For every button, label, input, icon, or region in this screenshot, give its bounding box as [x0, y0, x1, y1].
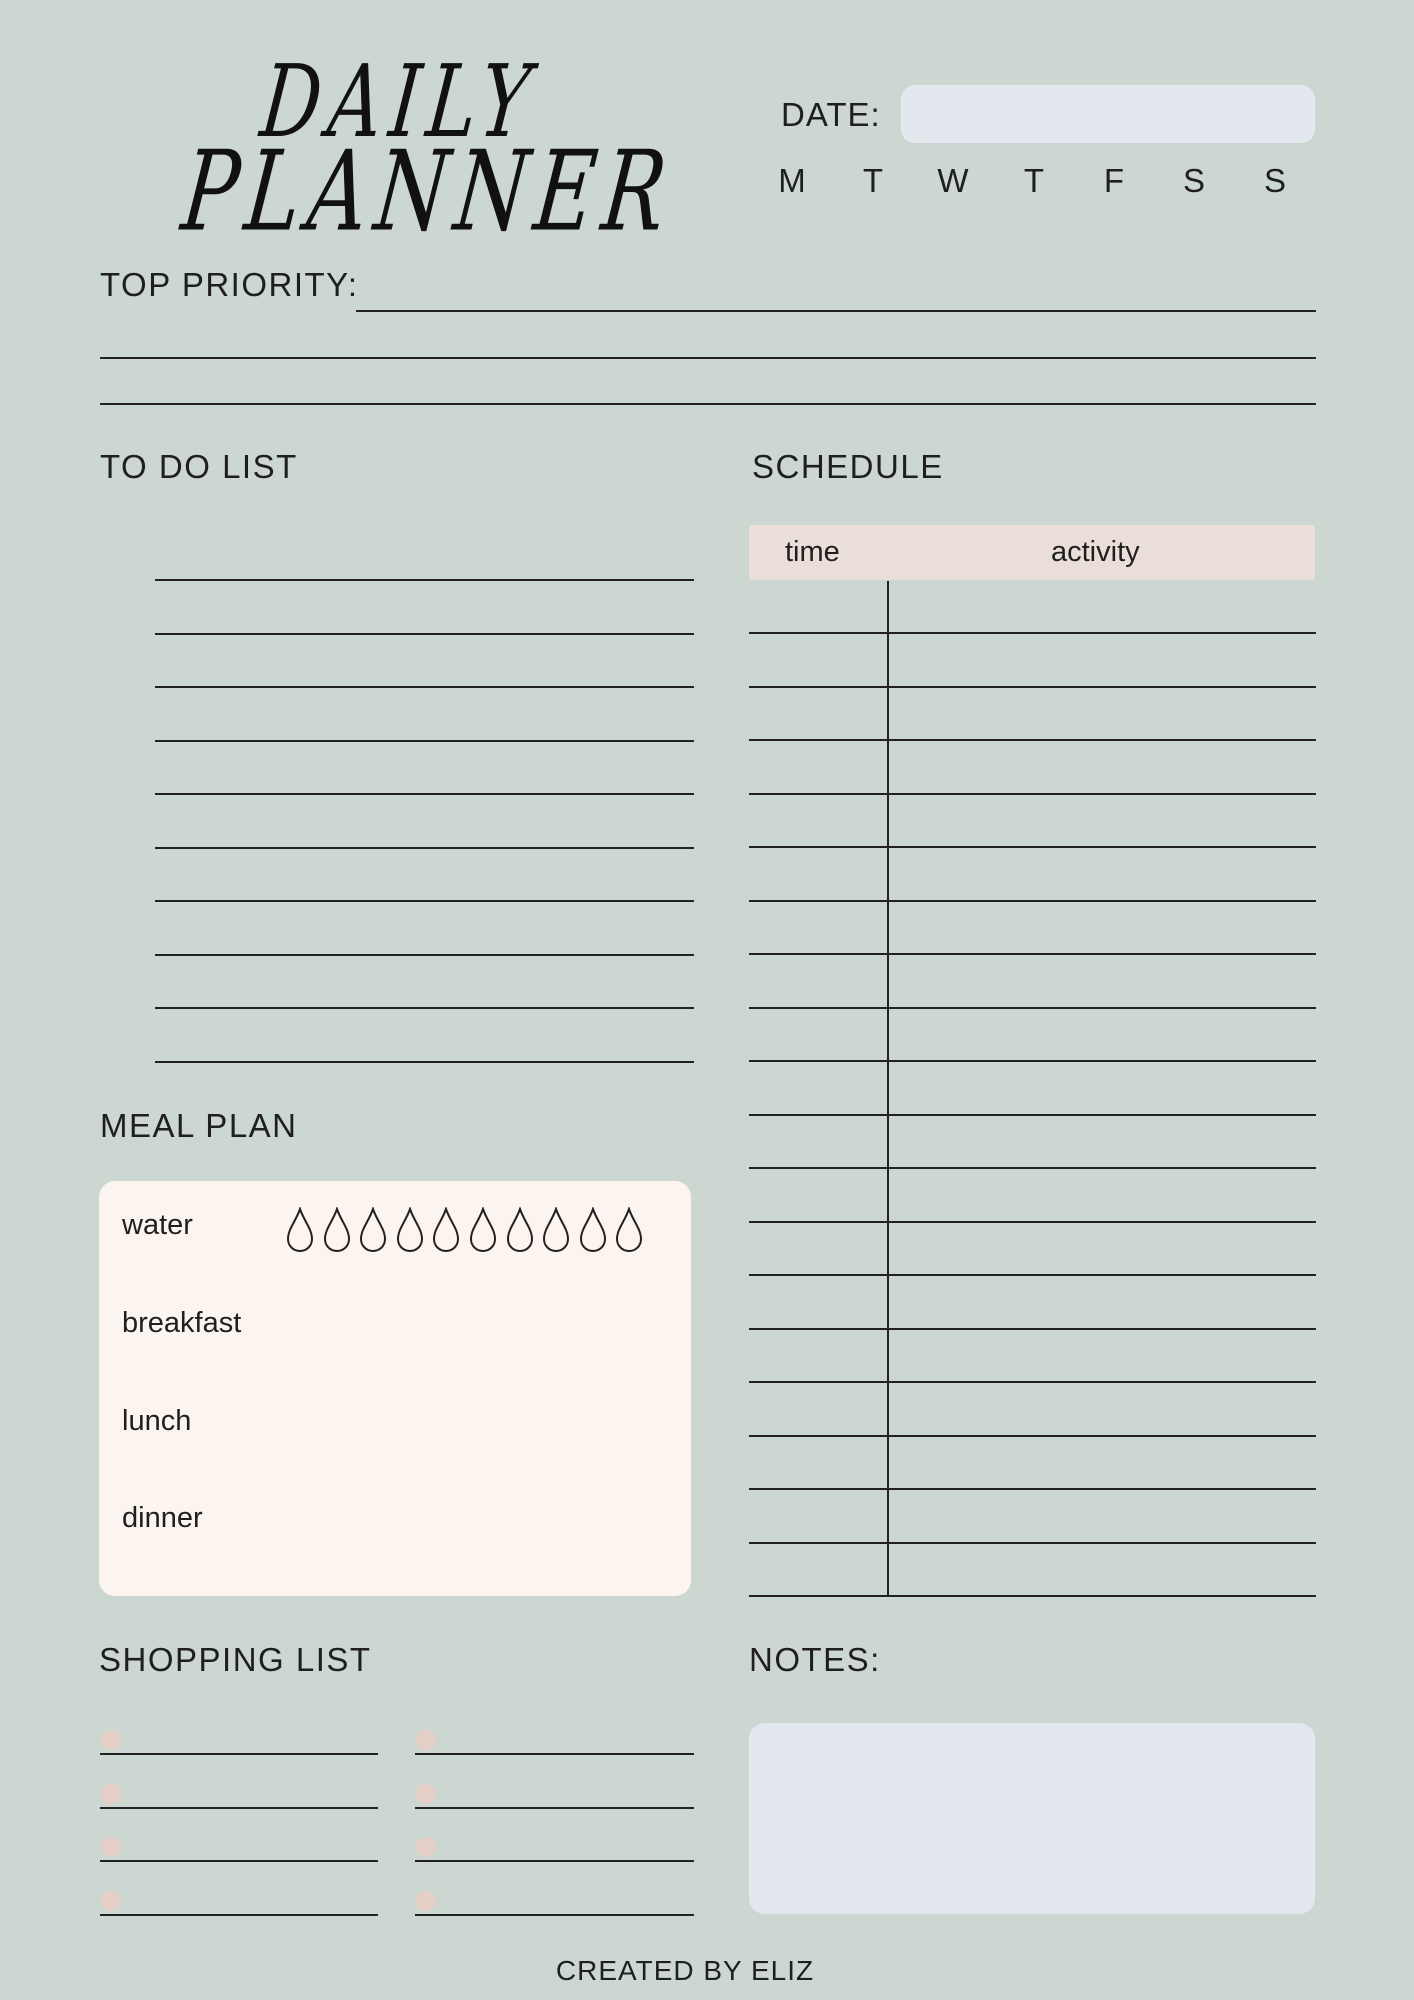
lunch-label[interactable]: lunch — [122, 1405, 192, 1437]
planner-title — [170, 40, 680, 257]
schedule-row-line[interactable] — [749, 900, 1316, 902]
todo-line[interactable] — [155, 1061, 694, 1063]
weekday-wednesday[interactable]: W — [937, 162, 969, 199]
todo-line[interactable] — [155, 686, 694, 688]
shopping-bullet — [416, 1730, 436, 1750]
shopping-line[interactable] — [100, 1753, 378, 1755]
schedule-row-line[interactable] — [749, 1488, 1316, 1490]
priority-line[interactable] — [100, 357, 1316, 359]
priority-line[interactable] — [356, 310, 1316, 312]
notes-heading: NOTES: — [749, 1641, 881, 1678]
water-drop-icon[interactable] — [505, 1207, 535, 1253]
schedule-row-line[interactable] — [749, 1435, 1316, 1437]
weekday-tuesday[interactable]: T — [862, 162, 884, 199]
todo-line[interactable] — [155, 954, 694, 956]
date-label: DATE: — [781, 96, 881, 133]
todo-line[interactable] — [155, 900, 694, 902]
schedule-row-line[interactable] — [749, 1274, 1316, 1276]
schedule-row-line[interactable] — [749, 1060, 1316, 1062]
schedule-time-column: time — [785, 536, 840, 568]
todo-line[interactable] — [155, 847, 694, 849]
water-drop-icon[interactable] — [322, 1207, 352, 1253]
schedule-row-line[interactable] — [749, 1221, 1316, 1223]
schedule-row-line[interactable] — [749, 1167, 1316, 1169]
schedule-row-line[interactable] — [749, 632, 1316, 634]
todo-line[interactable] — [155, 793, 694, 795]
schedule-row-line[interactable] — [749, 1595, 1316, 1597]
notes-box[interactable] — [749, 1723, 1315, 1914]
schedule-row-line[interactable] — [749, 793, 1316, 795]
todo-line[interactable] — [155, 740, 694, 742]
water-drop-icon[interactable] — [395, 1207, 425, 1253]
weekday-thursday[interactable]: T — [1023, 162, 1045, 199]
shopping-line[interactable] — [415, 1914, 694, 1916]
priority-line[interactable] — [100, 403, 1316, 405]
weekday-friday[interactable]: F — [1103, 162, 1125, 199]
schedule-row-line[interactable] — [749, 686, 1316, 688]
shopping-bullet — [101, 1891, 121, 1911]
shopping-bullet — [101, 1730, 121, 1750]
title-line-planner: PLANNER — [176, 128, 680, 257]
shopping-line[interactable] — [100, 1807, 378, 1809]
schedule-row-line[interactable] — [749, 739, 1316, 741]
todo-line[interactable] — [155, 1007, 694, 1009]
shopping-line[interactable] — [415, 1753, 694, 1755]
todo-heading: TO DO LIST — [100, 448, 298, 485]
water-drop-icon[interactable] — [285, 1207, 315, 1253]
shopping-bullet — [416, 1891, 436, 1911]
shopping-bullet — [101, 1784, 121, 1804]
water-drop-icon[interactable] — [358, 1207, 388, 1253]
shopping-line[interactable] — [100, 1860, 378, 1862]
shopping-list-heading: SHOPPING LIST — [99, 1641, 372, 1678]
schedule-row-line[interactable] — [749, 1007, 1316, 1009]
weekday-monday[interactable]: M — [778, 162, 806, 199]
schedule-row-line[interactable] — [749, 953, 1316, 955]
water-drop-icon[interactable] — [578, 1207, 608, 1253]
schedule-activity-column: activity — [1051, 536, 1140, 568]
shopping-line[interactable] — [415, 1807, 694, 1809]
schedule-row-line[interactable] — [749, 1114, 1316, 1116]
water-label: water — [122, 1209, 193, 1241]
schedule-column-divider — [887, 581, 889, 1597]
breakfast-label[interactable]: breakfast — [122, 1307, 242, 1339]
water-drop-icon[interactable] — [614, 1207, 644, 1253]
todo-line[interactable] — [155, 579, 694, 581]
top-priority-label: TOP PRIORITY: — [100, 266, 359, 303]
shopping-bullet — [416, 1837, 436, 1857]
water-drop-icon[interactable] — [431, 1207, 461, 1253]
todo-line[interactable] — [155, 633, 694, 635]
schedule-row-line[interactable] — [749, 1328, 1316, 1330]
shopping-line[interactable] — [415, 1860, 694, 1862]
water-drop-icon[interactable] — [541, 1207, 571, 1253]
dinner-label[interactable]: dinner — [122, 1502, 203, 1534]
weekday-sunday[interactable]: S — [1263, 162, 1286, 199]
water-drop-icon[interactable] — [468, 1207, 498, 1253]
weekday-saturday[interactable]: S — [1182, 162, 1205, 199]
schedule-row-line[interactable] — [749, 1542, 1316, 1544]
shopping-bullet — [101, 1837, 121, 1857]
shopping-line[interactable] — [100, 1914, 378, 1916]
schedule-row-line[interactable] — [749, 1381, 1316, 1383]
title-line-daily: DAILY — [255, 44, 544, 161]
schedule-row-line[interactable] — [749, 846, 1316, 848]
meal-plan-heading: MEAL PLAN — [100, 1107, 298, 1144]
footer-credit: CREATED BY ELIZ — [555, 1955, 815, 1986]
shopping-bullet — [416, 1784, 436, 1804]
schedule-heading: SCHEDULE — [752, 448, 944, 485]
date-field[interactable] — [901, 85, 1315, 143]
